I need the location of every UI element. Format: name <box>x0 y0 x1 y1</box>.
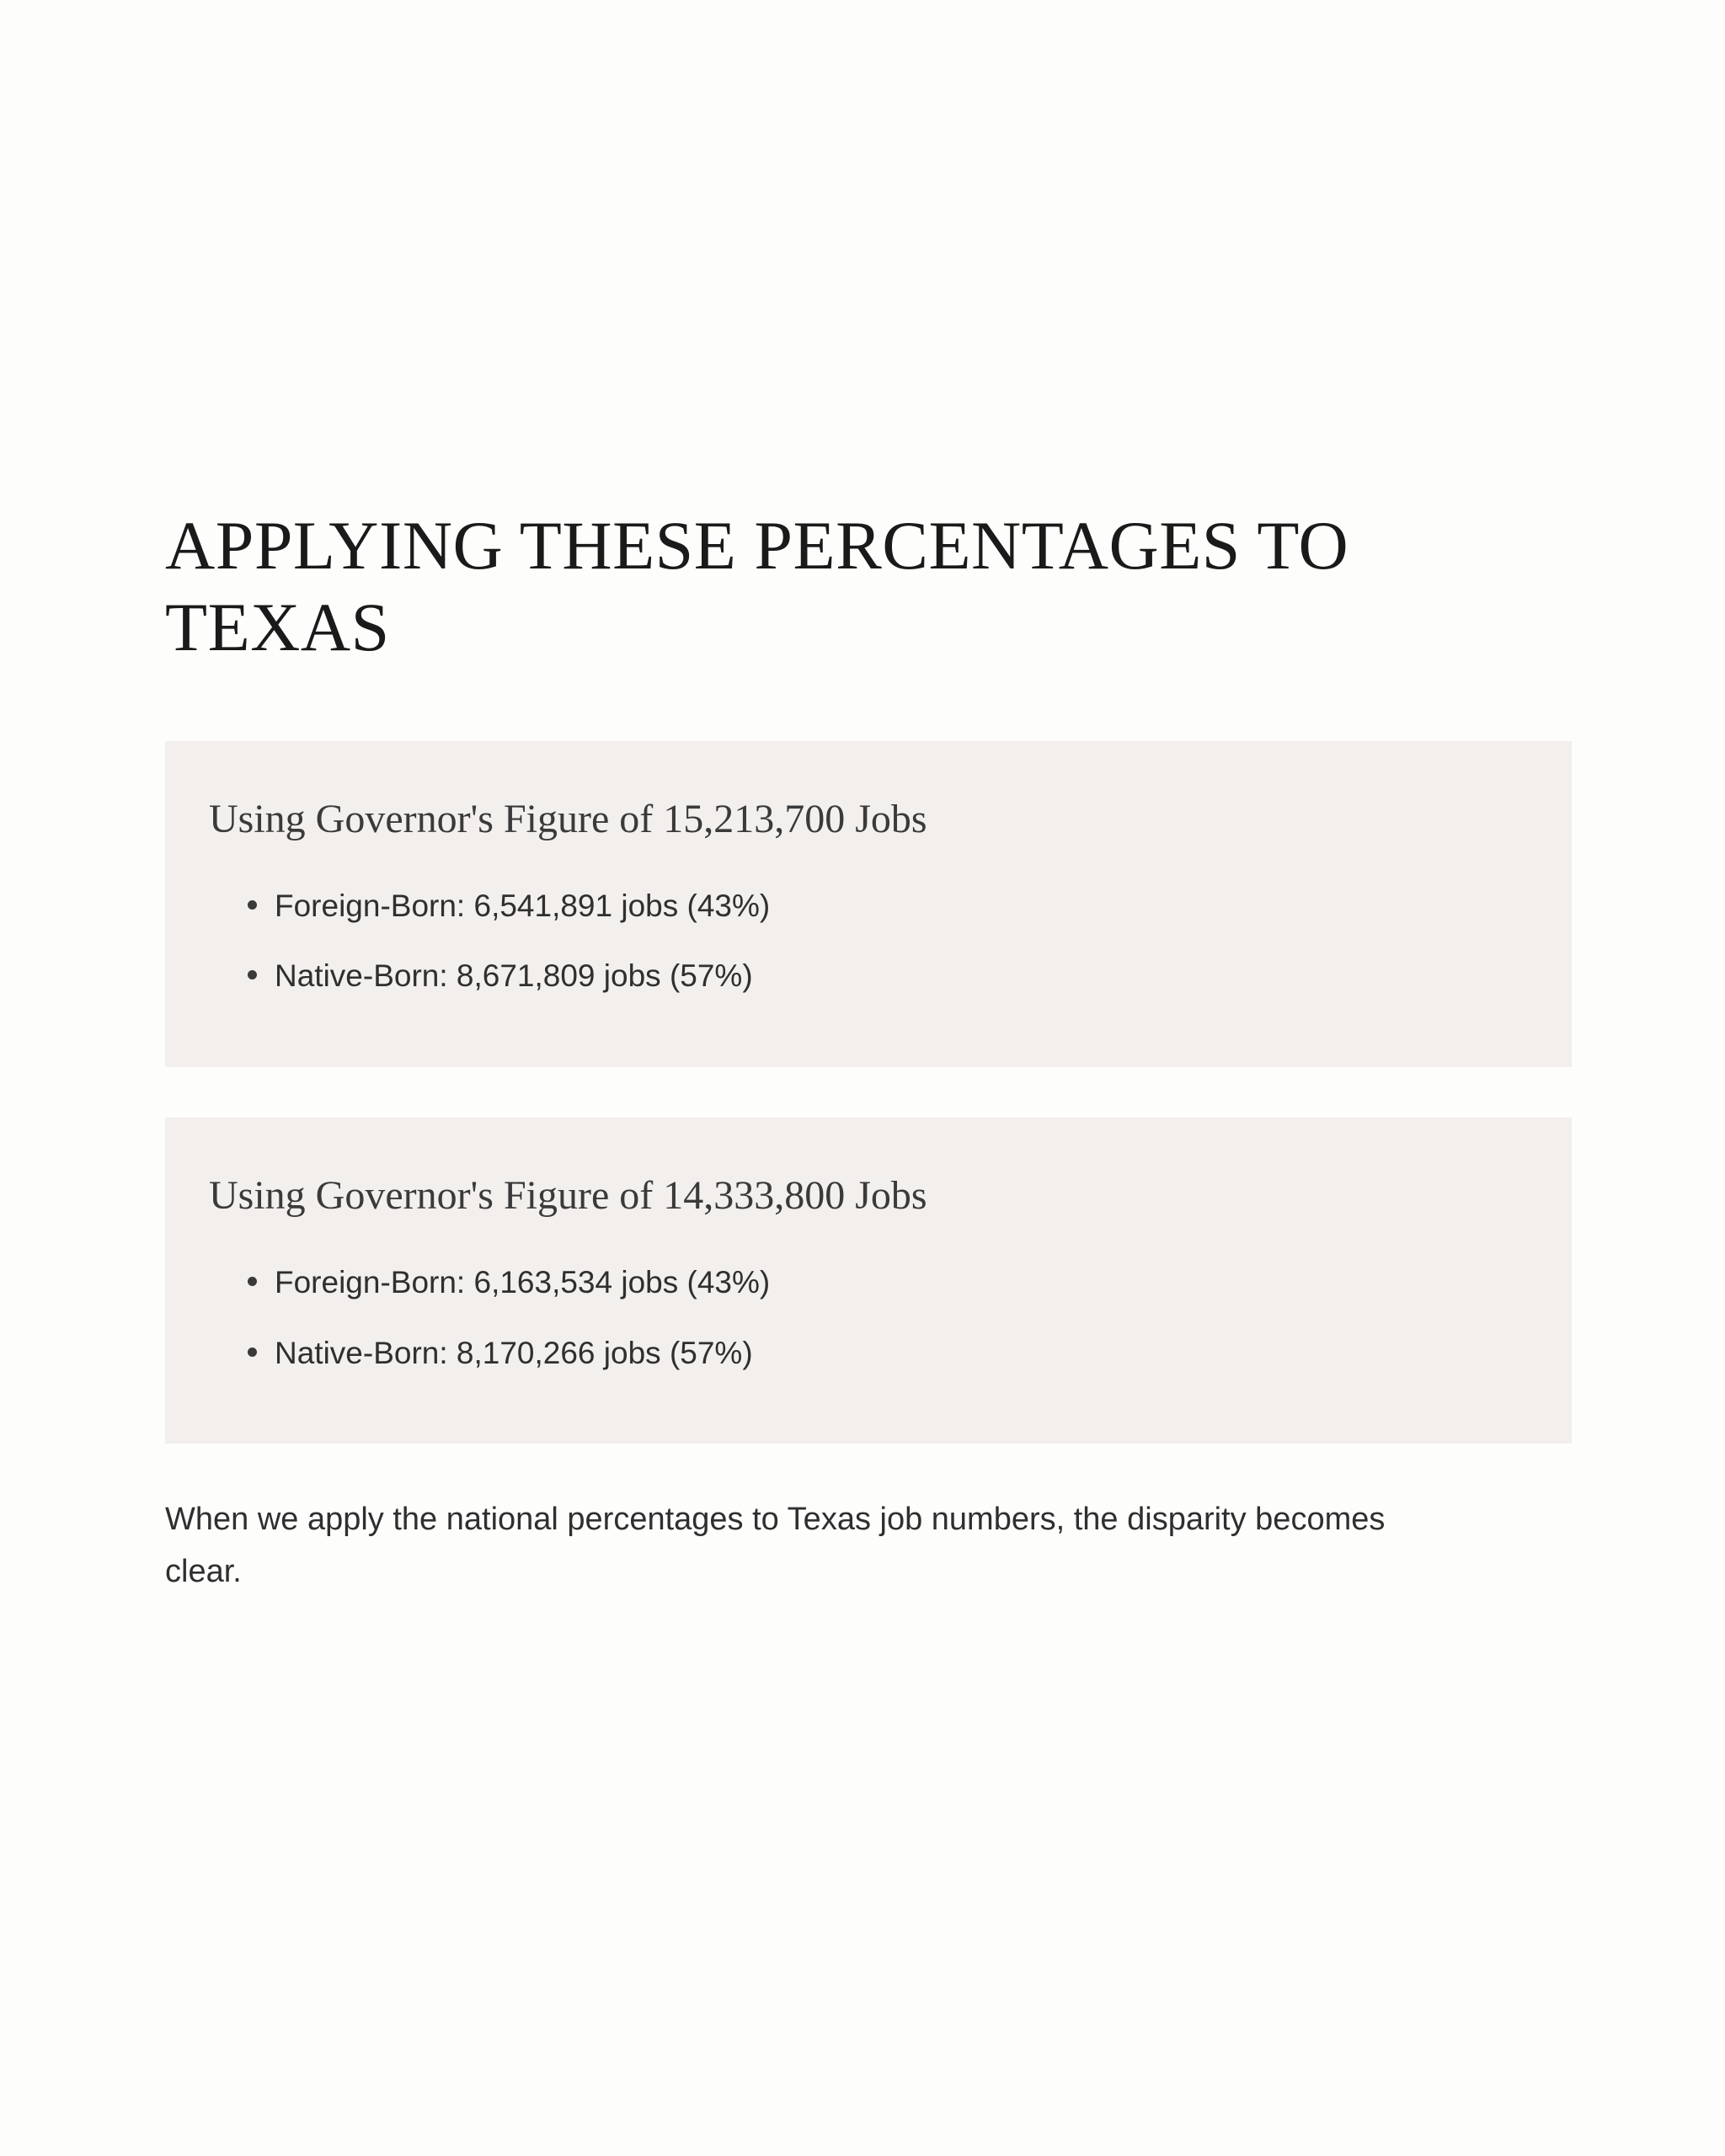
document-content <box>165 505 1572 1598</box>
figure-card-2 <box>165 1118 1572 1444</box>
figure-card-1 <box>165 741 1572 1067</box>
page-title: APPLYING THESE PERCENTAGES TO TEXAS <box>165 507 1349 665</box>
list-item: Native-Born: 8,671,809 jobs (57%) <box>209 941 1528 1011</box>
figure-card-1-heading: Using Governor's Figure of 15,213,700 Jobs <box>209 796 927 841</box>
list-item: Native-Born: 8,170,266 jobs (57%) <box>209 1318 1528 1389</box>
closing-paragraph: When we apply the national percentages to Texas job numbers, the disparity becomes clear. <box>165 1502 1386 1589</box>
figure-card-2-list <box>209 1247 1528 1388</box>
figure-card-1-list <box>209 871 1528 1011</box>
figure-card-2-heading: Using Governor's Figure of 14,333,800 Jobs <box>209 1172 927 1218</box>
list-item: Foreign-Born: 6,541,891 jobs (43%) <box>209 871 1528 942</box>
list-item: Foreign-Born: 6,163,534 jobs (43%) <box>209 1247 1528 1318</box>
